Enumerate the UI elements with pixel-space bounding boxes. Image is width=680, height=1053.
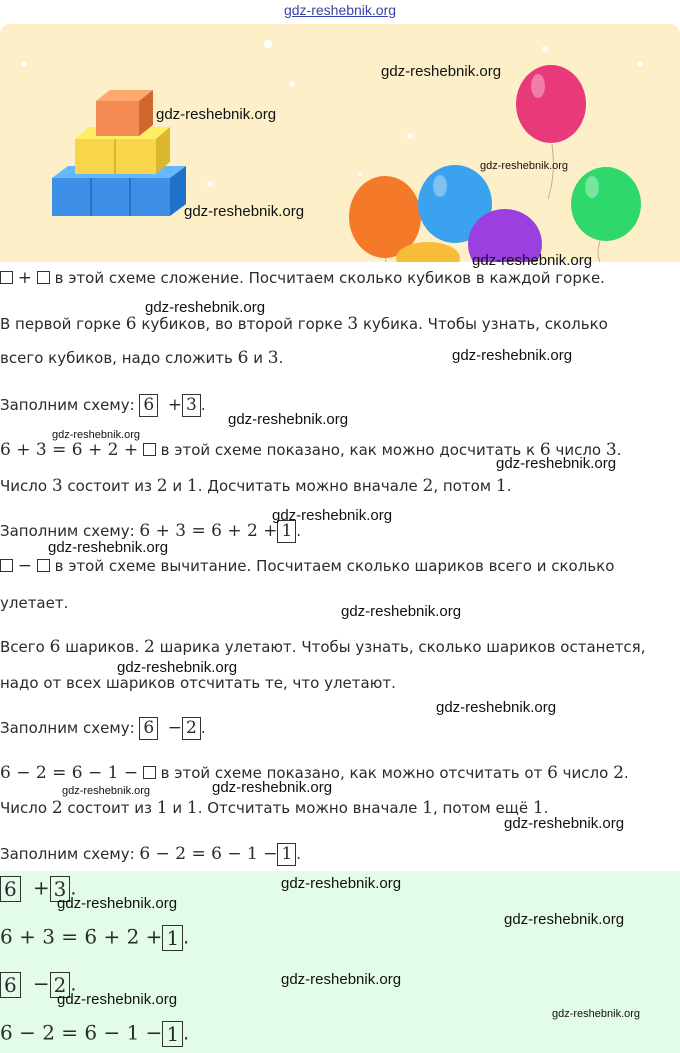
math-expression: 6 + 3 = 6 + 2 + bbox=[0, 440, 139, 460]
watermark: gdz-reshebnik.org bbox=[496, 455, 617, 472]
answer-line-1: 6 + 3 . bbox=[0, 876, 76, 902]
watermark: gdz-reshebnik.org bbox=[504, 815, 625, 832]
empty-square-icon bbox=[0, 559, 13, 572]
watermark: gdz-reshebnik.org bbox=[436, 699, 557, 716]
text-line-9: улетает. bbox=[0, 594, 69, 612]
answer-box: 1 bbox=[277, 520, 296, 543]
site-title-link[interactable]: gdz-reshebnik.org bbox=[283, 2, 397, 18]
answer-line-2: 6 + 3 = 6 + 2 + 1 . bbox=[0, 924, 190, 950]
watermark: gdz-reshebnik.org bbox=[281, 971, 402, 988]
watermark: gdz-reshebnik.org bbox=[272, 507, 393, 524]
empty-square-icon bbox=[37, 559, 50, 572]
text-line-7: Заполним схему: 6 + 3 = 6 + 2 + 1 . bbox=[0, 521, 302, 541]
text-line-11: надо от всех шариков отсчитать те, что улетают. bbox=[0, 674, 396, 692]
text-line-8: − в этой схеме вычитание. Посчитаем сколько шариков всего и сколько bbox=[0, 556, 614, 576]
text-line-1 bbox=[0, 268, 605, 288]
illustration-banner bbox=[0, 24, 680, 262]
answer-box: 6 bbox=[139, 394, 158, 417]
watermark: gdz-reshebnik.org bbox=[212, 779, 333, 796]
watermark: gdz-reshebnik.org bbox=[184, 203, 305, 220]
answer-box: 6 bbox=[139, 717, 158, 740]
watermark: gdz-reshebnik.org bbox=[472, 252, 593, 269]
answer-line-4: 6 − 2 = 6 − 1 − 1 . bbox=[0, 1020, 190, 1046]
watermark: gdz-reshebnik.org bbox=[48, 539, 169, 556]
text-line-15: Заполним схему: 6 − 2 = 6 − 1 − 1 . bbox=[0, 844, 302, 864]
empty-square-icon bbox=[0, 271, 13, 284]
watermark: gdz-reshebnik.org bbox=[57, 991, 178, 1008]
text-line-3: всего кубиков, надо сложить 6 и 3. bbox=[0, 348, 284, 368]
watermark: gdz-reshebnik.org bbox=[381, 63, 502, 80]
watermark: gdz-reshebnik.org bbox=[52, 429, 141, 441]
text-line-14: Число 2 состоит из 1 и 1. Отсчитать можно вначале 1, потом ещё 1. bbox=[0, 798, 549, 818]
answer-box: 1 bbox=[277, 843, 296, 866]
answer-line-3: 6 − 2 . bbox=[0, 972, 76, 998]
watermark: gdz-reshebnik.org bbox=[228, 411, 349, 428]
text-line-10: Всего 6 шариков. 2 шарика улетают. Чтобы узнать, сколько шариков останется, bbox=[0, 637, 646, 657]
watermark: gdz-reshebnik.org bbox=[62, 785, 151, 797]
watermark: gdz-reshebnik.org bbox=[281, 875, 402, 892]
watermark: gdz-reshebnik.org bbox=[156, 106, 277, 123]
text-line-5: 6 + 3 = 6 + 2 + в этой схеме показано, как можно досчитать к 6 число 3. bbox=[0, 440, 622, 460]
watermark: gdz-reshebnik.org bbox=[452, 347, 573, 364]
answer-box: 3 bbox=[182, 394, 201, 417]
text-line-2: В первой горке 6 кубиков, во второй горке 3 кубика. Чтобы узнать, сколько bbox=[0, 314, 608, 334]
text-line-6: Число 3 состоит из 2 и 1. Досчитать можно вначале 2, потом 1. bbox=[0, 476, 512, 496]
text-line-13: 6 − 2 = 6 − 1 − в этой схеме показано, как можно отсчитать от 6 число 2. bbox=[0, 763, 629, 783]
watermark: gdz-reshebnik.org bbox=[57, 895, 178, 912]
watermark: gdz-reshebnik.org bbox=[341, 603, 462, 620]
watermark: gdz-reshebnik.org bbox=[145, 299, 266, 316]
watermark: gdz-reshebnik.org bbox=[480, 160, 569, 172]
text: в этой схеме сложение. Посчитаем сколько кубиков в каждой горке. bbox=[54, 269, 605, 287]
empty-square-icon bbox=[143, 443, 156, 456]
empty-square-icon bbox=[37, 271, 50, 284]
plus-sign: + bbox=[17, 268, 33, 288]
text-line-4: Заполним схему: 6 + 3 . bbox=[0, 395, 206, 415]
watermark: gdz-reshebnik.org bbox=[504, 911, 625, 928]
answer-box: 2 bbox=[182, 717, 201, 740]
empty-square-icon bbox=[143, 766, 156, 779]
text-line-12: Заполним схему: 6 − 2 . bbox=[0, 718, 206, 738]
watermark: gdz-reshebnik.org bbox=[552, 1008, 641, 1020]
banner-art bbox=[0, 24, 680, 262]
watermark: gdz-reshebnik.org bbox=[117, 659, 238, 676]
